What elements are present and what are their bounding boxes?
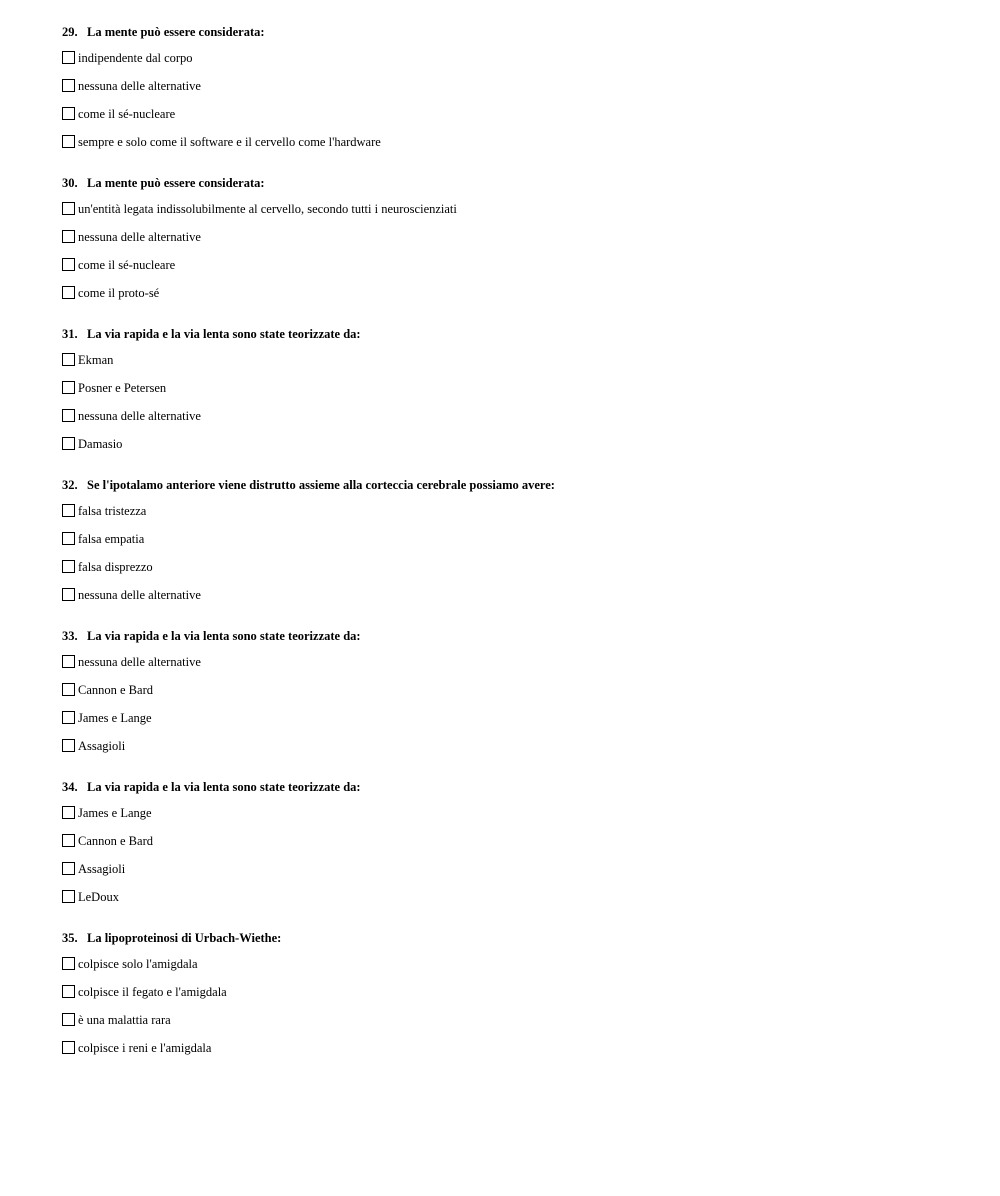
option-item: [62, 654, 962, 682]
option-item: [62, 352, 962, 380]
option-item: [62, 1040, 962, 1068]
option-item: [62, 805, 962, 833]
checkbox[interactable]: [62, 79, 75, 92]
option-label: nessuna delle alternative: [78, 588, 201, 602]
checkbox[interactable]: [62, 683, 75, 696]
question-text: La via rapida e la via lenta sono state teorizzate da:: [87, 629, 361, 643]
option-label: come il sé-nucleare: [78, 107, 176, 121]
option-item: [62, 861, 962, 889]
option-label: Assagioli: [78, 739, 126, 753]
option-item: [62, 201, 962, 229]
options-list: [62, 352, 962, 464]
option-label: Cannon e Bard: [78, 834, 153, 848]
option-item: [62, 956, 962, 984]
checkbox[interactable]: [62, 806, 75, 819]
checkbox[interactable]: [62, 560, 75, 573]
question-number: 35.: [62, 931, 78, 945]
checkbox[interactable]: [62, 739, 75, 752]
checkbox[interactable]: [62, 202, 75, 215]
question-30: [62, 175, 962, 316]
option-label: James e Lange: [78, 711, 152, 725]
option-label: Damasio: [78, 437, 123, 451]
option-item: [62, 503, 962, 531]
question-text: La lipoproteinosi di Urbach-Wiethe:: [87, 931, 282, 945]
checkbox[interactable]: [62, 985, 75, 998]
option-label: falsa disprezzo: [78, 560, 153, 574]
question-number: 30.: [62, 176, 78, 190]
question-title: [62, 477, 962, 493]
option-label: colpisce solo l'amigdala: [78, 957, 198, 971]
checkbox[interactable]: [62, 834, 75, 847]
option-label: nessuna delle alternative: [78, 230, 201, 244]
option-item: [62, 738, 962, 766]
option-item: [62, 229, 962, 257]
option-item: [62, 1012, 962, 1040]
option-label: falsa tristezza: [78, 504, 147, 518]
checkbox[interactable]: [62, 286, 75, 299]
options-list: [62, 503, 962, 615]
question-text: La via rapida e la via lenta sono state teorizzate da:: [87, 327, 361, 341]
checkbox[interactable]: [62, 51, 75, 64]
options-list: [62, 805, 962, 917]
checkbox[interactable]: [62, 135, 75, 148]
checkbox[interactable]: [62, 258, 75, 271]
question-34: [62, 779, 962, 920]
options-list: [62, 201, 962, 313]
question-title: [62, 628, 962, 644]
options-list: [62, 50, 962, 162]
checkbox[interactable]: [62, 107, 75, 120]
question-text: La via rapida e la via lenta sono state teorizzate da:: [87, 780, 361, 794]
option-item: [62, 257, 962, 285]
option-item: [62, 682, 962, 710]
checkbox[interactable]: [62, 711, 75, 724]
question-title: [62, 175, 962, 191]
option-label: LeDoux: [78, 890, 119, 904]
options-list: [62, 956, 962, 1068]
option-label: James e Lange: [78, 806, 152, 820]
question-number: 29.: [62, 25, 78, 39]
option-item: [62, 531, 962, 559]
option-label: nessuna delle alternative: [78, 409, 201, 423]
checkbox[interactable]: [62, 353, 75, 366]
checkbox[interactable]: [62, 1041, 75, 1054]
checkbox[interactable]: [62, 957, 75, 970]
option-label: come il sé-nucleare: [78, 258, 176, 272]
question-32: [62, 477, 962, 618]
option-label: nessuna delle alternative: [78, 655, 201, 669]
option-label: colpisce i reni e l'amigdala: [78, 1041, 212, 1055]
option-label: Cannon e Bard: [78, 683, 153, 697]
option-label: nessuna delle alternative: [78, 79, 201, 93]
question-35: [62, 930, 962, 1071]
checkbox[interactable]: [62, 381, 75, 394]
option-item: [62, 833, 962, 861]
option-item: [62, 408, 962, 436]
options-list: [62, 654, 962, 766]
option-item: [62, 285, 962, 313]
question-29: [62, 24, 962, 165]
option-item: [62, 436, 962, 464]
question-number: 32.: [62, 478, 78, 492]
checkbox[interactable]: [62, 862, 75, 875]
question-number: 31.: [62, 327, 78, 341]
option-item: [62, 710, 962, 738]
option-item: [62, 559, 962, 587]
option-item: [62, 50, 962, 78]
option-item: [62, 380, 962, 408]
option-item: [62, 106, 962, 134]
question-33: [62, 628, 962, 769]
question-text: La mente può essere considerata:: [87, 176, 265, 190]
option-label: Ekman: [78, 353, 114, 367]
question-title: [62, 930, 962, 946]
option-item: [62, 984, 962, 1012]
checkbox[interactable]: [62, 1013, 75, 1026]
option-label: come il proto-sé: [78, 286, 160, 300]
question-text: Se l'ipotalamo anteriore viene distrutto assieme alla corteccia cerebrale possiamo avere:: [87, 478, 555, 492]
option-label: sempre e solo come il software e il cervello come l'hardware: [78, 135, 381, 149]
option-label: è una malattia rara: [78, 1013, 171, 1027]
question-title: [62, 326, 962, 342]
question-number: 34.: [62, 780, 78, 794]
checkbox[interactable]: [62, 532, 75, 545]
option-item: [62, 78, 962, 106]
checkbox[interactable]: [62, 409, 75, 422]
question-title: [62, 24, 962, 40]
option-label: indipendente dal corpo: [78, 51, 193, 65]
option-label: colpisce il fegato e l'amigdala: [78, 985, 227, 999]
option-label: un'entità legata indissolubilmente al cervello, secondo tutti i neuroscienziati: [78, 202, 457, 216]
checkbox[interactable]: [62, 588, 75, 601]
option-item: [62, 889, 962, 917]
checkbox[interactable]: [62, 655, 75, 668]
question-title: [62, 779, 962, 795]
option-item: [62, 587, 962, 615]
option-item: [62, 134, 962, 162]
option-label: Posner e Petersen: [78, 381, 167, 395]
option-label: falsa empatia: [78, 532, 145, 546]
quiz-page: [62, 24, 962, 1081]
question-31: [62, 326, 962, 467]
question-number: 33.: [62, 629, 78, 643]
checkbox[interactable]: [62, 890, 75, 903]
checkbox[interactable]: [62, 437, 75, 450]
option-label: Assagioli: [78, 862, 126, 876]
checkbox[interactable]: [62, 504, 75, 517]
question-text: La mente può essere considerata:: [87, 25, 265, 39]
checkbox[interactable]: [62, 230, 75, 243]
